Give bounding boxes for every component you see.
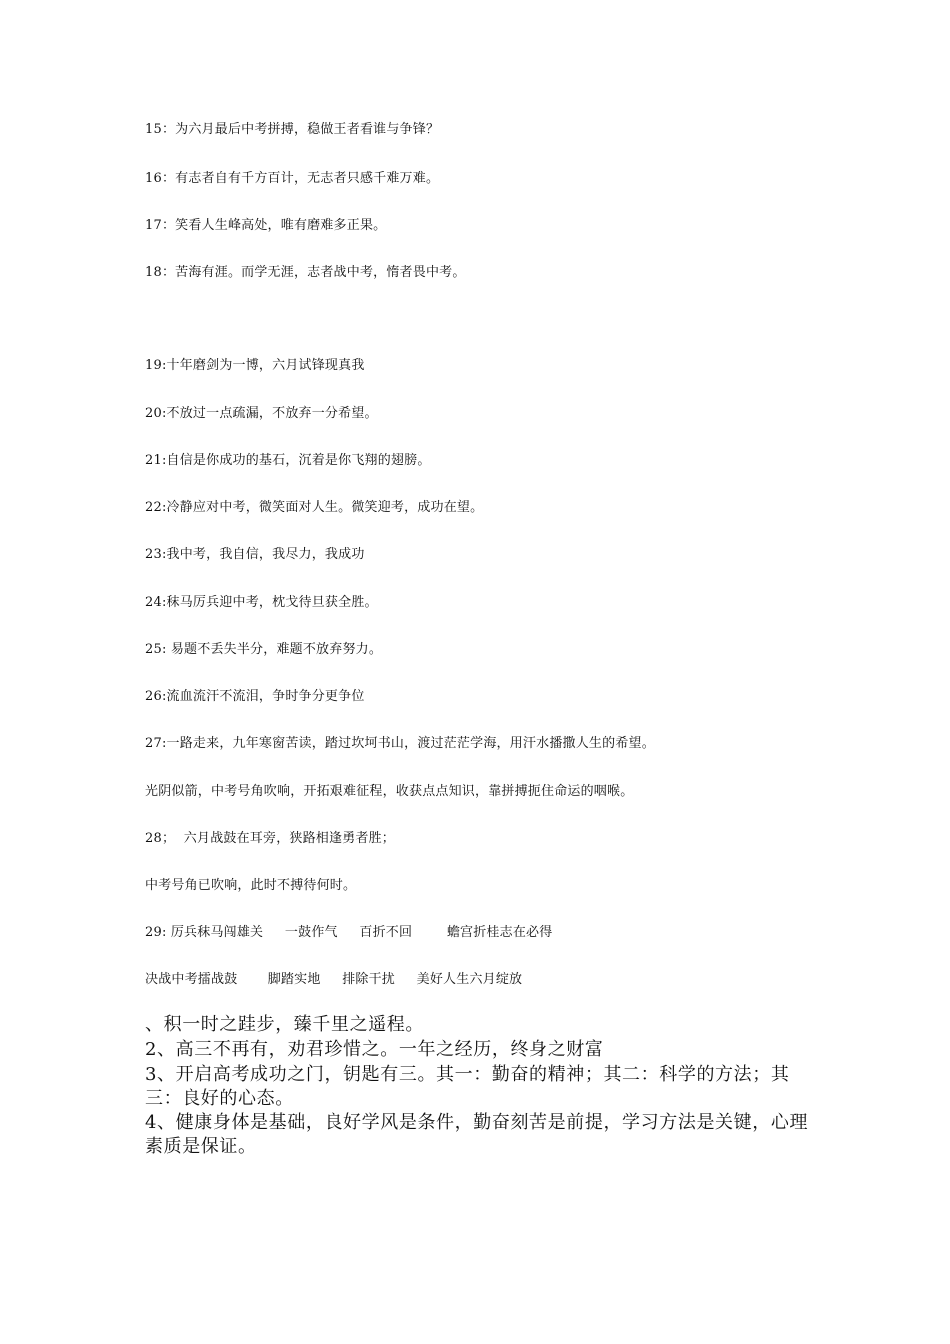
motto-line-28-continued: 中考号角已吹响，此时不搏待何时。	[145, 878, 357, 893]
motto-line-26: 26:流血流汗不流泪，争时争分更争位	[145, 689, 365, 704]
motto-line-16: 16：有志者自有千方百计，无志者只感千难万难。	[145, 171, 440, 186]
paragraph-3: 3、开启高考成功之门，钥匙有三。其一：勤奋的精神；其二：科学的方法；其三：良好的心态。	[145, 1064, 790, 1109]
motto-line-15: 15：为六月最后中考拼搏，稳做王者看谁与争锋？	[145, 122, 440, 137]
motto-line-29-continued: 决战中考擂战鼓 脚踏实地 排除干扰 美好人生六月绽放	[145, 972, 523, 987]
motto-line-25: 25: 易题不丢失半分，难题不放弃努力。	[145, 642, 383, 657]
motto-line-19: 19:十年磨剑为一博，六月试锋现真我	[145, 358, 365, 373]
paragraph-2: 2、高三不再有，劝君珍惜之。一年之经历，终身之财富	[145, 1039, 604, 1060]
motto-line-24: 24:秣马厉兵迎中考，枕戈待旦获全胜。	[145, 595, 378, 610]
motto-line-27: 27:一路走来，九年寒窗苦读，踏过坎坷书山，渡过茫茫学海，用汗水播撒人生的希望。	[145, 736, 655, 751]
paragraph-4: 4、健康身体是基础，良好学风是条件，勤奋刻苦是前提，学习方法是关键，心理素质是保证。	[145, 1112, 809, 1157]
motto-line-22: 22:冷静应对中考，微笑面对人生。微笑迎考，成功在望。	[145, 500, 484, 515]
motto-line-20: 20:不放过一点疏漏，不放弃一分希望。	[145, 406, 378, 421]
motto-line-21: 21:自信是你成功的基石，沉着是你飞翔的翅膀。	[145, 453, 431, 468]
motto-line-18: 18：苦海有涯。而学无涯，志者战中考，惰者畏中考。	[145, 265, 466, 280]
motto-line-17: 17：笑看人生峰高处，唯有磨难多正果。	[145, 218, 387, 233]
paragraph-1: 、积一时之跬步，臻千里之遥程。	[145, 1014, 424, 1035]
motto-line-29: 29: 厉兵秣马闯雄关 一鼓作气 百折不回 蟾宫折桂志在必得	[145, 925, 553, 940]
motto-line-27-continued: 光阴似箭，中考号角吹响，开拓艰难征程，收获点点知识，靠拼搏扼住命运的咽喉。	[145, 784, 634, 799]
motto-line-23: 23:我中考，我自信，我尽力，我成功	[145, 547, 365, 562]
motto-line-28: 28； 六月战鼓在耳旁，狭路相逢勇者胜；	[145, 831, 396, 846]
